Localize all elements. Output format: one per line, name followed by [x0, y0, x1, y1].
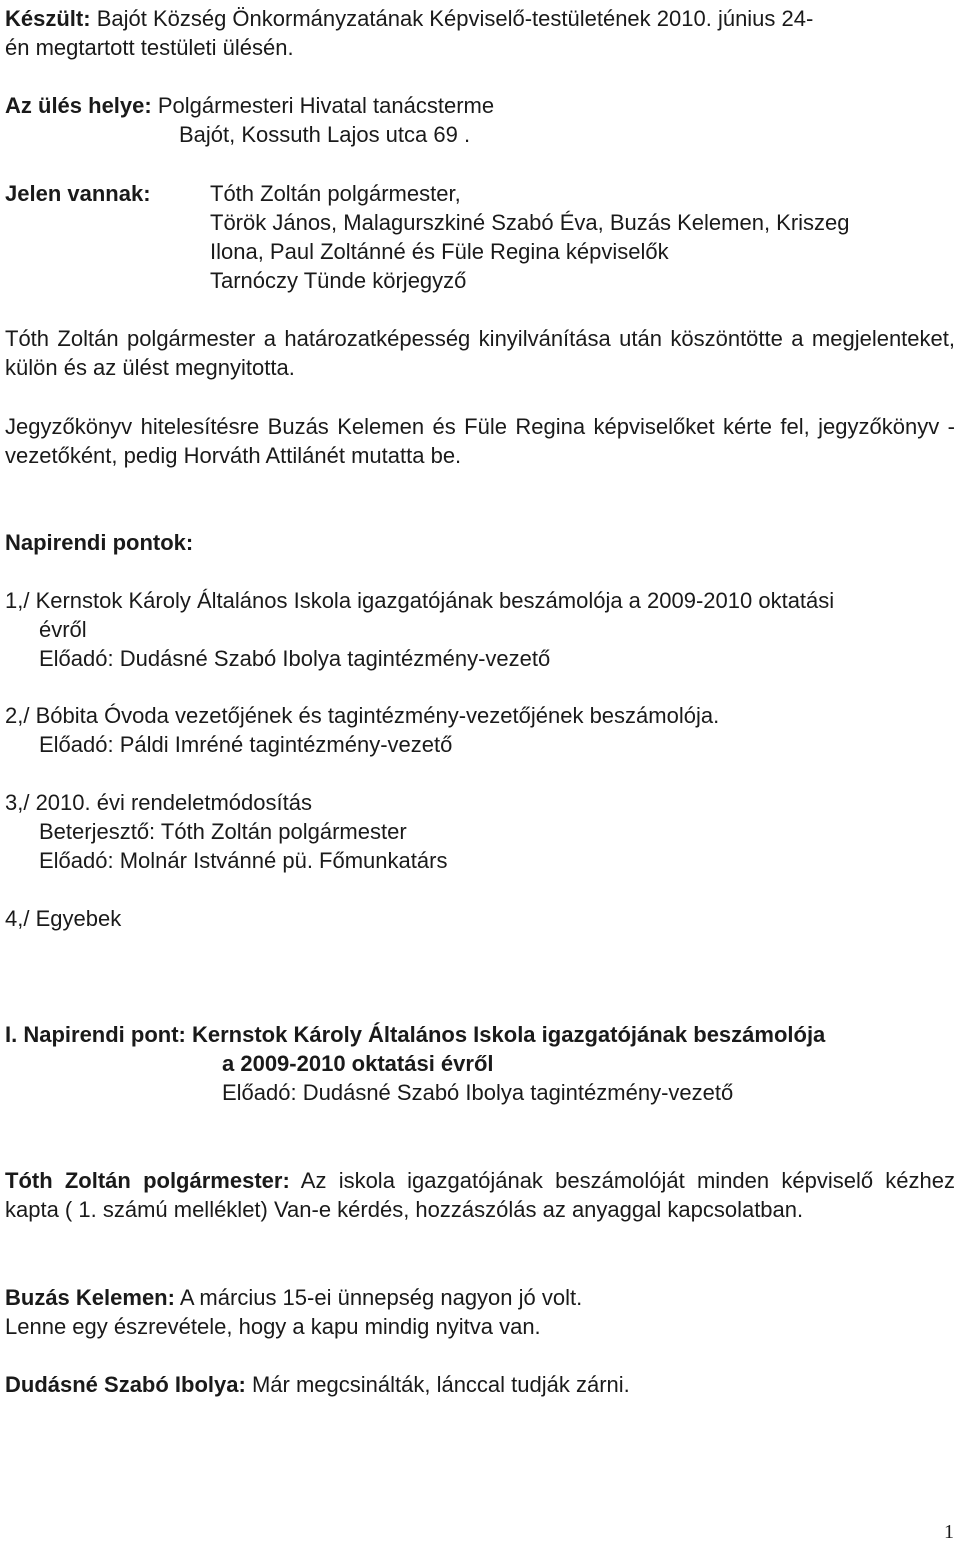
- page-number: 1: [944, 1521, 954, 1543]
- speaker-1-name: Tóth Zoltán polgármester:: [5, 1168, 290, 1193]
- agenda-item-3-presenter: Előadó: Molnár Istvánné pü. Főmunkatárs: [39, 848, 448, 873]
- section-1-heading: [5, 1020, 955, 1107]
- section-1-presenter: Előadó: Dudásné Szabó Ibolya tagintézmény-vezető: [222, 1080, 734, 1105]
- speaker-2-paragraph: [5, 1283, 955, 1341]
- agenda-item-1: [5, 586, 955, 673]
- speaker-2-text: A március 15-ei ünnepség nagyon jó volt.: [179, 1285, 583, 1310]
- agenda-item-1-title: 1,/ Kernstok Károly Általános Iskola igazgatójának beszámolója a 2009-2010 oktatási: [5, 588, 835, 613]
- section-1-heading-line1: I. Napirendi pont: Kernstok Károly Általános Iskola igazgatójának beszámolója: [5, 1022, 826, 1047]
- attendee-line: Tarnóczy Tünde körjegyző: [210, 268, 467, 293]
- venue-line2: Bajót, Kossuth Lajos utca 69 .: [179, 122, 471, 147]
- speaker-1-paragraph: [5, 1166, 955, 1224]
- section-1-heading-line2: a 2009-2010 oktatási évről: [222, 1051, 494, 1076]
- speaker-1-text: Az iskola igazgatójának beszámolóját minden képviselő kézhez kapta ( 1. számú melléklet) Van-e kérdés, hozzászólás az anyaggal kapcsolatban.: [5, 1168, 956, 1222]
- agenda-item-2-presenter: Előadó: Páldi Imréné tagintézmény-vezető: [39, 732, 453, 757]
- agenda-item-1-title-cont: évről: [39, 617, 87, 642]
- speaker-2-text-cont: Lenne egy észrevétele, hogy a kapu mindig nyitva van.: [5, 1314, 541, 1339]
- agenda-item-1-presenter: Előadó: Dudásné Szabó Ibolya tagintézmény-vezető: [39, 646, 551, 671]
- agenda-title: Napirendi pontok:: [5, 530, 194, 555]
- agenda-item-3-title: 3,/ 2010. évi rendeletmódosítás: [5, 790, 312, 815]
- attendees-label: Jelen vannak:: [5, 181, 151, 206]
- venue-line1: Polgármesteri Hivatal tanácsterme: [157, 93, 495, 118]
- venue-label: Az ülés helye:: [5, 93, 152, 118]
- attendee-line: Török János, Malagurszkiné Szabó Éva, Buzás Kelemen, Kriszeg: [210, 210, 850, 235]
- speaker-2-name: Buzás Kelemen:: [5, 1285, 175, 1310]
- agenda-item-3-submitter: Beterjesztő: Tóth Zoltán polgármester: [39, 819, 407, 844]
- agenda-item-2: [5, 701, 955, 759]
- attendee-line: Tóth Zoltán polgármester,: [210, 181, 461, 206]
- intro-paragraph-2: Jegyzőkönyv hitelesítésre Buzás Kelemen és Füle Regina képviselőket kérte fel, jegyzőkönyv - vezetőként, pedig Horváth Attilánét mutatta be.: [5, 414, 955, 468]
- keszult-block: [5, 4, 955, 62]
- venue-block: [5, 91, 955, 149]
- keszult-cont: én megtartott testületi ülésén.: [5, 35, 294, 60]
- speaker-3-paragraph: [5, 1370, 955, 1399]
- intro-paragraph-1: Tóth Zoltán polgármester a határozatképesség kinyilvánítása után köszöntötte a megjelenteket, külön és az ülést megnyitotta.: [5, 326, 955, 380]
- attendee-line: Ilona, Paul Zoltánné és Füle Regina képviselők: [210, 239, 669, 264]
- agenda-item-3: [5, 788, 955, 875]
- keszult-text: Bajót Község Önkormányzatának Képviselő-testületének 2010. június 24-: [96, 6, 814, 31]
- agenda-item-4-title: 4,/ Egyebek: [5, 906, 122, 931]
- agenda-item-4: [5, 904, 955, 933]
- speaker-3-text: Már megcsinálták, lánccal tudják zárni.: [251, 1372, 630, 1397]
- agenda-item-2-title: 2,/ Bóbita Óvoda vezetőjének és tagintézmény-vezetőjének beszámolója.: [5, 703, 720, 728]
- speaker-3-name: Dudásné Szabó Ibolya:: [5, 1372, 246, 1397]
- keszult-label: Készült:: [5, 6, 91, 31]
